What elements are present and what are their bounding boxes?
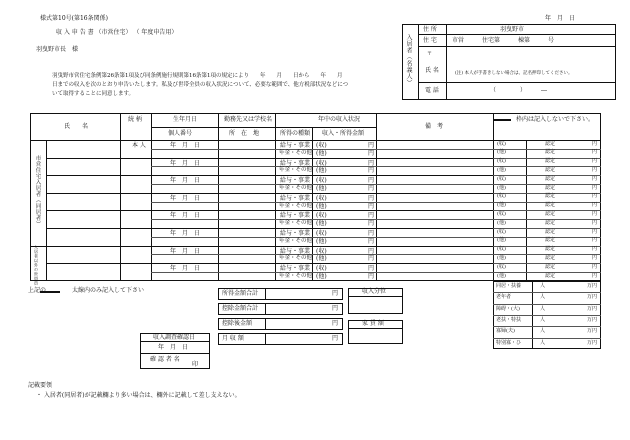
cert-yen: 円 (592, 219, 598, 226)
ded-label: 特別寡・ひ (496, 339, 522, 346)
calc-box-divider (265, 318, 266, 330)
income-type-pension: 年金・その他 (279, 167, 313, 174)
other-prefix: (他) (316, 273, 327, 280)
yen-unit: 円 (368, 202, 375, 210)
birth-date[interactable]: 年 月 日 (170, 142, 201, 149)
ded-label: 老扶・特扶 (496, 317, 522, 323)
cert-yen: 円 (592, 237, 598, 244)
ded-yen: 万円 (587, 317, 598, 323)
cert-label: 認定 (545, 166, 556, 173)
cert-yen: 円 (592, 158, 598, 165)
cert-yen: 円 (592, 175, 598, 182)
yen-unit: 円 (368, 185, 375, 192)
address-value[interactable]: 羽曳野市 (500, 26, 525, 33)
cert-yen: 円 (592, 184, 598, 191)
other-prefix: (他) (316, 237, 327, 245)
col-workplace: 勤務先又は学校名 (224, 116, 273, 123)
ded-label: 老年者 (496, 294, 512, 301)
row-divider (46, 158, 493, 159)
addressee: 羽曳野市長 様 (36, 46, 79, 53)
cert-income-prefix: (収) (497, 228, 506, 235)
birth-date[interactable]: 年 月 日 (170, 159, 201, 167)
ded-person: 人 (540, 328, 546, 335)
rent-label: 家 賃 額 (362, 320, 384, 327)
cert-label: 認定 (545, 228, 556, 235)
ded-line (493, 338, 601, 339)
cert-yen: 円 (592, 166, 598, 173)
name-label: 氏 名 (425, 67, 439, 74)
confirm-label: 確 認 者 名 (150, 356, 180, 363)
income-type-pension: 年金・その他 (279, 202, 313, 209)
house-value[interactable]: 市営 住宅第 棟第 号 (452, 37, 555, 44)
cert-label: 認定 (545, 254, 556, 261)
income-type-salary: 給与・事業 (280, 142, 311, 149)
ded-person: 人 (540, 283, 546, 289)
cert-income-prefix: (収) (497, 175, 506, 182)
ded-person: 人 (540, 294, 546, 301)
calc-label: 控除後金額 (222, 320, 253, 327)
other-prefix: (他) (316, 220, 327, 228)
birth-date[interactable]: 年 月 日 (170, 230, 201, 237)
income-prefix: (収) (316, 177, 327, 185)
birth-date[interactable]: 年 月 日 (170, 265, 201, 273)
calc-label: 控除金額合計 (222, 305, 259, 312)
self-label: 本 人 (132, 142, 146, 149)
birth-date[interactable]: 年 月 日 (170, 177, 201, 185)
other-prefix: (他) (316, 202, 327, 210)
cert-label: 認定 (545, 158, 556, 165)
note-bold: 太線内のみ記入して下さい (72, 287, 145, 294)
ded-label: 障碍・(大) (496, 305, 520, 312)
yen-unit: 円 (368, 265, 375, 273)
review-date: 年 月 日 (158, 344, 189, 351)
income-type-salary: 給与・事業 (280, 230, 311, 237)
cert-income-prefix: (他) (497, 184, 506, 191)
cert-income-prefix: (収) (497, 263, 506, 270)
row-divider (46, 263, 493, 264)
income-type-salary: 給与・事業 (280, 247, 311, 255)
cert-label: 認定 (545, 237, 556, 244)
name-note: (注) 本人が手書きしない場合は、記名押印してください。 (455, 71, 573, 76)
other-prefix: (他) (316, 167, 327, 175)
income-prefix: (収) (316, 212, 327, 220)
income-prefix: (収) (316, 265, 327, 273)
cert-income-prefix: (収) (497, 158, 506, 165)
income-type-salary: 給与・事業 (280, 159, 311, 167)
cert-label: 認定 (545, 246, 556, 253)
birth-date[interactable]: 年 月 日 (170, 247, 201, 255)
calc-yen: 円 (332, 290, 339, 297)
calc-label: 所得金額合計 (222, 290, 259, 297)
row-divider (46, 246, 493, 247)
cert-income-prefix: (収) (497, 140, 506, 147)
cert-yen: 円 (592, 193, 598, 200)
cert-income-prefix: (他) (497, 149, 506, 156)
income-prefix: (収) (316, 230, 327, 237)
income-type-salary: 給与・事業 (280, 265, 311, 273)
footer-title: 記載要領 (28, 382, 53, 389)
calc-yen: 円 (332, 335, 339, 342)
legend-text: 枠内は記入しないで下さい。 (516, 116, 595, 123)
postal-mark: 〒 (427, 51, 433, 57)
other-prefix: (他) (316, 255, 327, 263)
cert-yen: 円 (592, 272, 598, 279)
calc-label: 月 収 額 (222, 335, 244, 342)
ded-yen: 万円 (587, 328, 598, 335)
cert-yen: 円 (592, 210, 598, 217)
ded-person: 人 (540, 317, 546, 323)
cert-yen: 円 (592, 228, 598, 235)
confirm-stamp: 印 (192, 361, 199, 368)
ded-line (493, 304, 601, 305)
applicant-side-label: 入居者（名義人） (405, 34, 412, 86)
row-divider (46, 193, 493, 194)
ded-yen: 万円 (587, 339, 598, 346)
income-type-salary: 給与・事業 (280, 194, 311, 202)
ded-person: 人 (540, 305, 546, 312)
date-label: 年 月 日 (545, 15, 576, 22)
cert-income-prefix: (他) (497, 237, 506, 244)
cert-income-prefix: (他) (497, 202, 506, 209)
cert-label: 認定 (545, 140, 556, 147)
ded-yen: 万円 (587, 294, 598, 301)
cert-label: 認定 (545, 210, 556, 217)
income-class-label: 収入分位 (362, 288, 387, 295)
review-title: 収入調査確認日 (153, 334, 196, 341)
income-prefix: (収) (316, 247, 327, 255)
yen-unit: 円 (368, 167, 375, 175)
income-type-pension: 年金・その他 (279, 237, 313, 244)
other-prefix: (他) (316, 185, 327, 192)
yen-unit: 円 (368, 230, 375, 237)
income-prefix: (収) (316, 142, 327, 149)
cert-income-prefix: (他) (497, 272, 506, 279)
cert-yen: 円 (592, 140, 598, 147)
yen-unit: 円 (368, 194, 375, 202)
cert-label: 認定 (545, 202, 556, 209)
col-name: 氏 名 (64, 123, 89, 130)
col-income-status: 年中の収入状況 (318, 116, 361, 123)
cert-yen: 円 (592, 202, 598, 209)
yen-unit: 円 (368, 220, 375, 228)
phone-value[interactable]: （ ） ― (490, 87, 548, 94)
ded-line (493, 315, 601, 316)
ded-label: 同居・扶養 (496, 283, 522, 289)
yen-unit: 円 (368, 273, 375, 280)
income-type-salary: 給与・事業 (280, 212, 311, 220)
col-remarks: 備 考 (425, 123, 444, 130)
row-divider (46, 228, 493, 229)
other-side-label: 入居者以外の世帯員 (34, 245, 39, 286)
ded-label: 寡婦(夫) (496, 328, 515, 335)
cert-income-prefix: (他) (497, 219, 506, 226)
col-birth: 生年月日 (173, 116, 198, 123)
yen-unit: 円 (368, 142, 375, 149)
yen-unit: 円 (368, 237, 375, 245)
yen-unit: 円 (368, 159, 375, 167)
cert-label: 認定 (545, 175, 556, 182)
cert-yen: 円 (592, 263, 598, 270)
address-label: 住 所 (423, 26, 437, 33)
cert-label: 認定 (545, 263, 556, 270)
ded-person: 人 (540, 339, 546, 346)
col-personal-no: 個人番号 (168, 130, 193, 137)
income-prefix: (収) (316, 194, 327, 202)
calc-yen: 円 (332, 320, 339, 327)
calc-box-divider (265, 303, 266, 315)
group-divider (30, 246, 46, 247)
income-type-pension: 年金・その他 (279, 255, 313, 262)
yen-unit: 円 (368, 247, 375, 255)
cert-label: 認定 (545, 193, 556, 200)
col-relation: 続 柄 (128, 116, 142, 123)
form-number: 様式第10号(第16条関係) (40, 15, 108, 22)
calc-box-divider (265, 333, 266, 345)
cert-yen: 円 (592, 246, 598, 253)
cert-label: 認定 (545, 149, 556, 156)
cert-income-prefix: (収) (497, 210, 506, 217)
note-above: 上記の (28, 287, 47, 294)
yen-unit: 円 (368, 149, 375, 157)
other-prefix: (他) (316, 149, 327, 157)
form-title: 収 入 申 告 書 （市営住宅） （ 年度申告用） (56, 29, 178, 36)
cert-yen: 円 (592, 254, 598, 261)
occupant-side-label: 市営住宅入居者（同居者） (34, 155, 41, 227)
cert-income-prefix: (収) (497, 193, 506, 200)
col-income-type: 所得の種類 (280, 130, 311, 137)
birth-date[interactable]: 年 月 日 (170, 194, 201, 202)
cert-income-prefix: (他) (497, 254, 506, 261)
house-label: 住 宅 (423, 37, 437, 44)
cert-label: 認定 (545, 184, 556, 191)
row-divider (46, 210, 493, 211)
ded-yen: 万円 (587, 283, 598, 289)
income-type-pension: 年金・その他 (279, 149, 313, 156)
col-income-amount: 収入・所得金額 (322, 130, 365, 137)
birth-date[interactable]: 年 月 日 (170, 212, 201, 220)
income-type-pension: 年金・その他 (279, 220, 313, 227)
income-type-salary: 給与・事業 (280, 177, 311, 185)
cert-yen: 円 (592, 149, 598, 156)
yen-unit: 円 (368, 255, 375, 263)
income-type-pension: 年金・その他 (279, 185, 313, 191)
ded-yen: 万円 (587, 305, 598, 312)
yen-unit: 円 (368, 177, 375, 185)
footer-item: ・ 入居者(同居者)が記載欄より多い場合は、欄外に記載して差し支えない。 (36, 392, 241, 399)
cert-income-prefix: (他) (497, 166, 506, 173)
income-prefix: (収) (316, 159, 327, 167)
calc-yen: 円 (332, 305, 339, 312)
row-divider (46, 175, 493, 176)
income-type-pension: 年金・その他 (279, 273, 313, 279)
col-location: 所 在 地 (229, 130, 260, 137)
calc-box-divider (265, 288, 266, 300)
intro-paragraph: 羽曳野市営住宅条例第26条第1項及び同条例施行規則第16条第1項の規定により 年 月 日から 年 月 日までの収入を次のとおり申告いたします。私及び世帯全員の収入状況について、必要な範囲で、他方税部状況などについて取得することに同意します。 (52, 73, 354, 97)
cert-income-prefix: (収) (497, 246, 506, 253)
cert-label: 認定 (545, 272, 556, 279)
yen-unit: 円 (368, 212, 375, 220)
cert-label: 認定 (545, 219, 556, 226)
phone-label: 電 話 (425, 87, 439, 94)
